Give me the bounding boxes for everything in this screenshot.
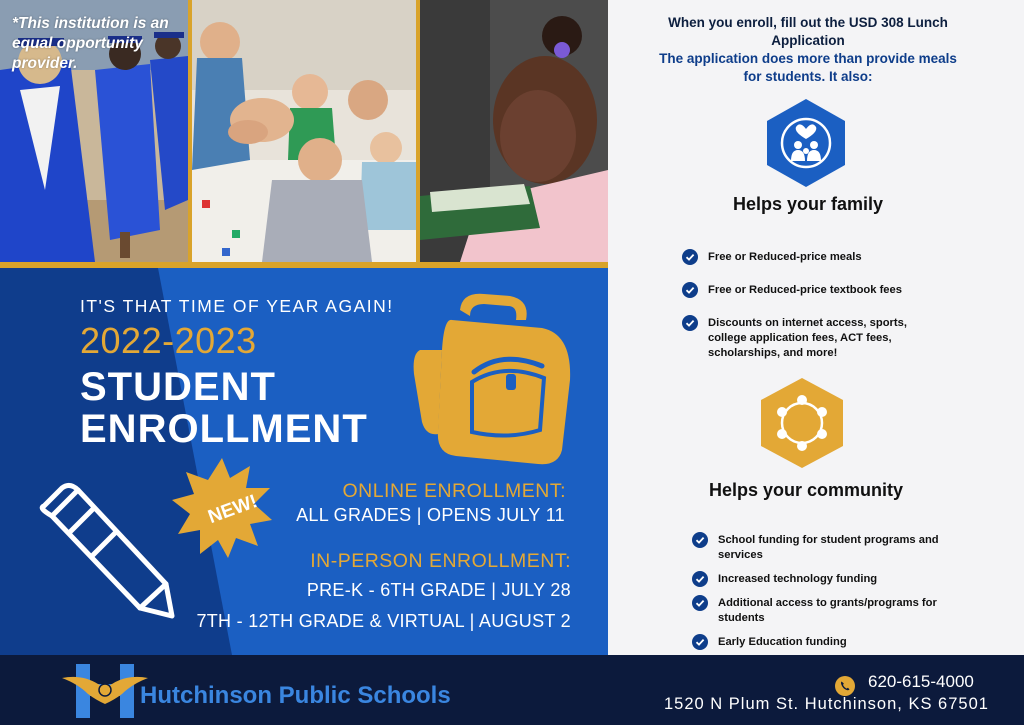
list-item: Additional access to grants/programs for students [692,596,952,626]
enrollment-banner [0,268,608,655]
family-heart-icon [767,99,845,187]
check-circle-icon [692,571,708,587]
family-section-title: Helps your family [732,194,884,214]
school-year: 2022-2023 [80,320,257,361]
footer [0,655,1024,725]
equal-opportunity-note: *This institution is an equal opportunity provider. [12,15,169,72]
graduation-photo [0,0,188,262]
online-enrollment-heading: ONLINE ENROLLMENT: [342,480,566,502]
list-item: Free or Reduced-price textbook fees [682,283,932,298]
lunch-intro-line-2: The application does more than provide meals for students. It also: [659,51,957,84]
lunch-application-panel [608,0,1024,655]
new-badge: NEW! [205,491,261,529]
eagle-h-logo [62,660,148,722]
list-item: Early Education funding [692,635,952,650]
list-item: School funding for student programs and services [692,533,952,563]
pencil-icon [30,474,180,624]
students-high-five-photo [192,0,416,262]
check-circle-icon [682,249,698,265]
check-circle-icon [682,282,698,298]
online-enrollment-detail: ALL GRADES | OPENS JULY 11 [296,505,565,525]
kicker-text: IT'S THAT TIME OF YEAR AGAIN! [80,296,394,316]
community-section-title: Helps your community [708,480,904,500]
check-circle-icon [692,634,708,650]
community-benefits-list [692,533,952,659]
check-circle-icon [692,595,708,611]
page-title [80,366,368,450]
lunch-intro-line-1: When you enroll, fill out the USD 308 Lunch Application [668,15,948,48]
inperson-enrollment-detail-1: PRE-K - 6TH GRADE | JULY 28 [306,580,571,600]
address: 1520 N Plum St. Hutchinson, KS 67501 [664,695,989,713]
brand-name: Hutchinson Public Schools [140,682,451,709]
check-circle-icon [682,315,698,331]
phone-icon [835,676,855,696]
photo-strip [0,0,608,268]
community-circle-icon [761,378,843,468]
check-circle-icon [692,532,708,548]
backpack-icon [412,290,582,470]
list-item: Increased technology funding [692,572,952,587]
headline-line-2: ENROLLMENT [80,407,368,451]
lunch-intro [658,14,958,86]
list-item: Discounts on internet access, sports, college application fees, ACT fees, scholarships, and more! [682,316,932,361]
phone-number: 620-615-4000 [868,672,974,691]
inperson-enrollment-detail-2: 7TH - 12TH GRADE & VIRTUAL | AUGUST 2 [196,611,571,631]
girl-reading-photo [420,0,608,262]
headline-line-1: STUDENT [80,365,276,409]
list-item: Free or Reduced-price meals [682,250,932,265]
family-benefits-list [682,250,932,379]
inperson-enrollment-heading: IN-PERSON ENROLLMENT: [310,550,571,572]
